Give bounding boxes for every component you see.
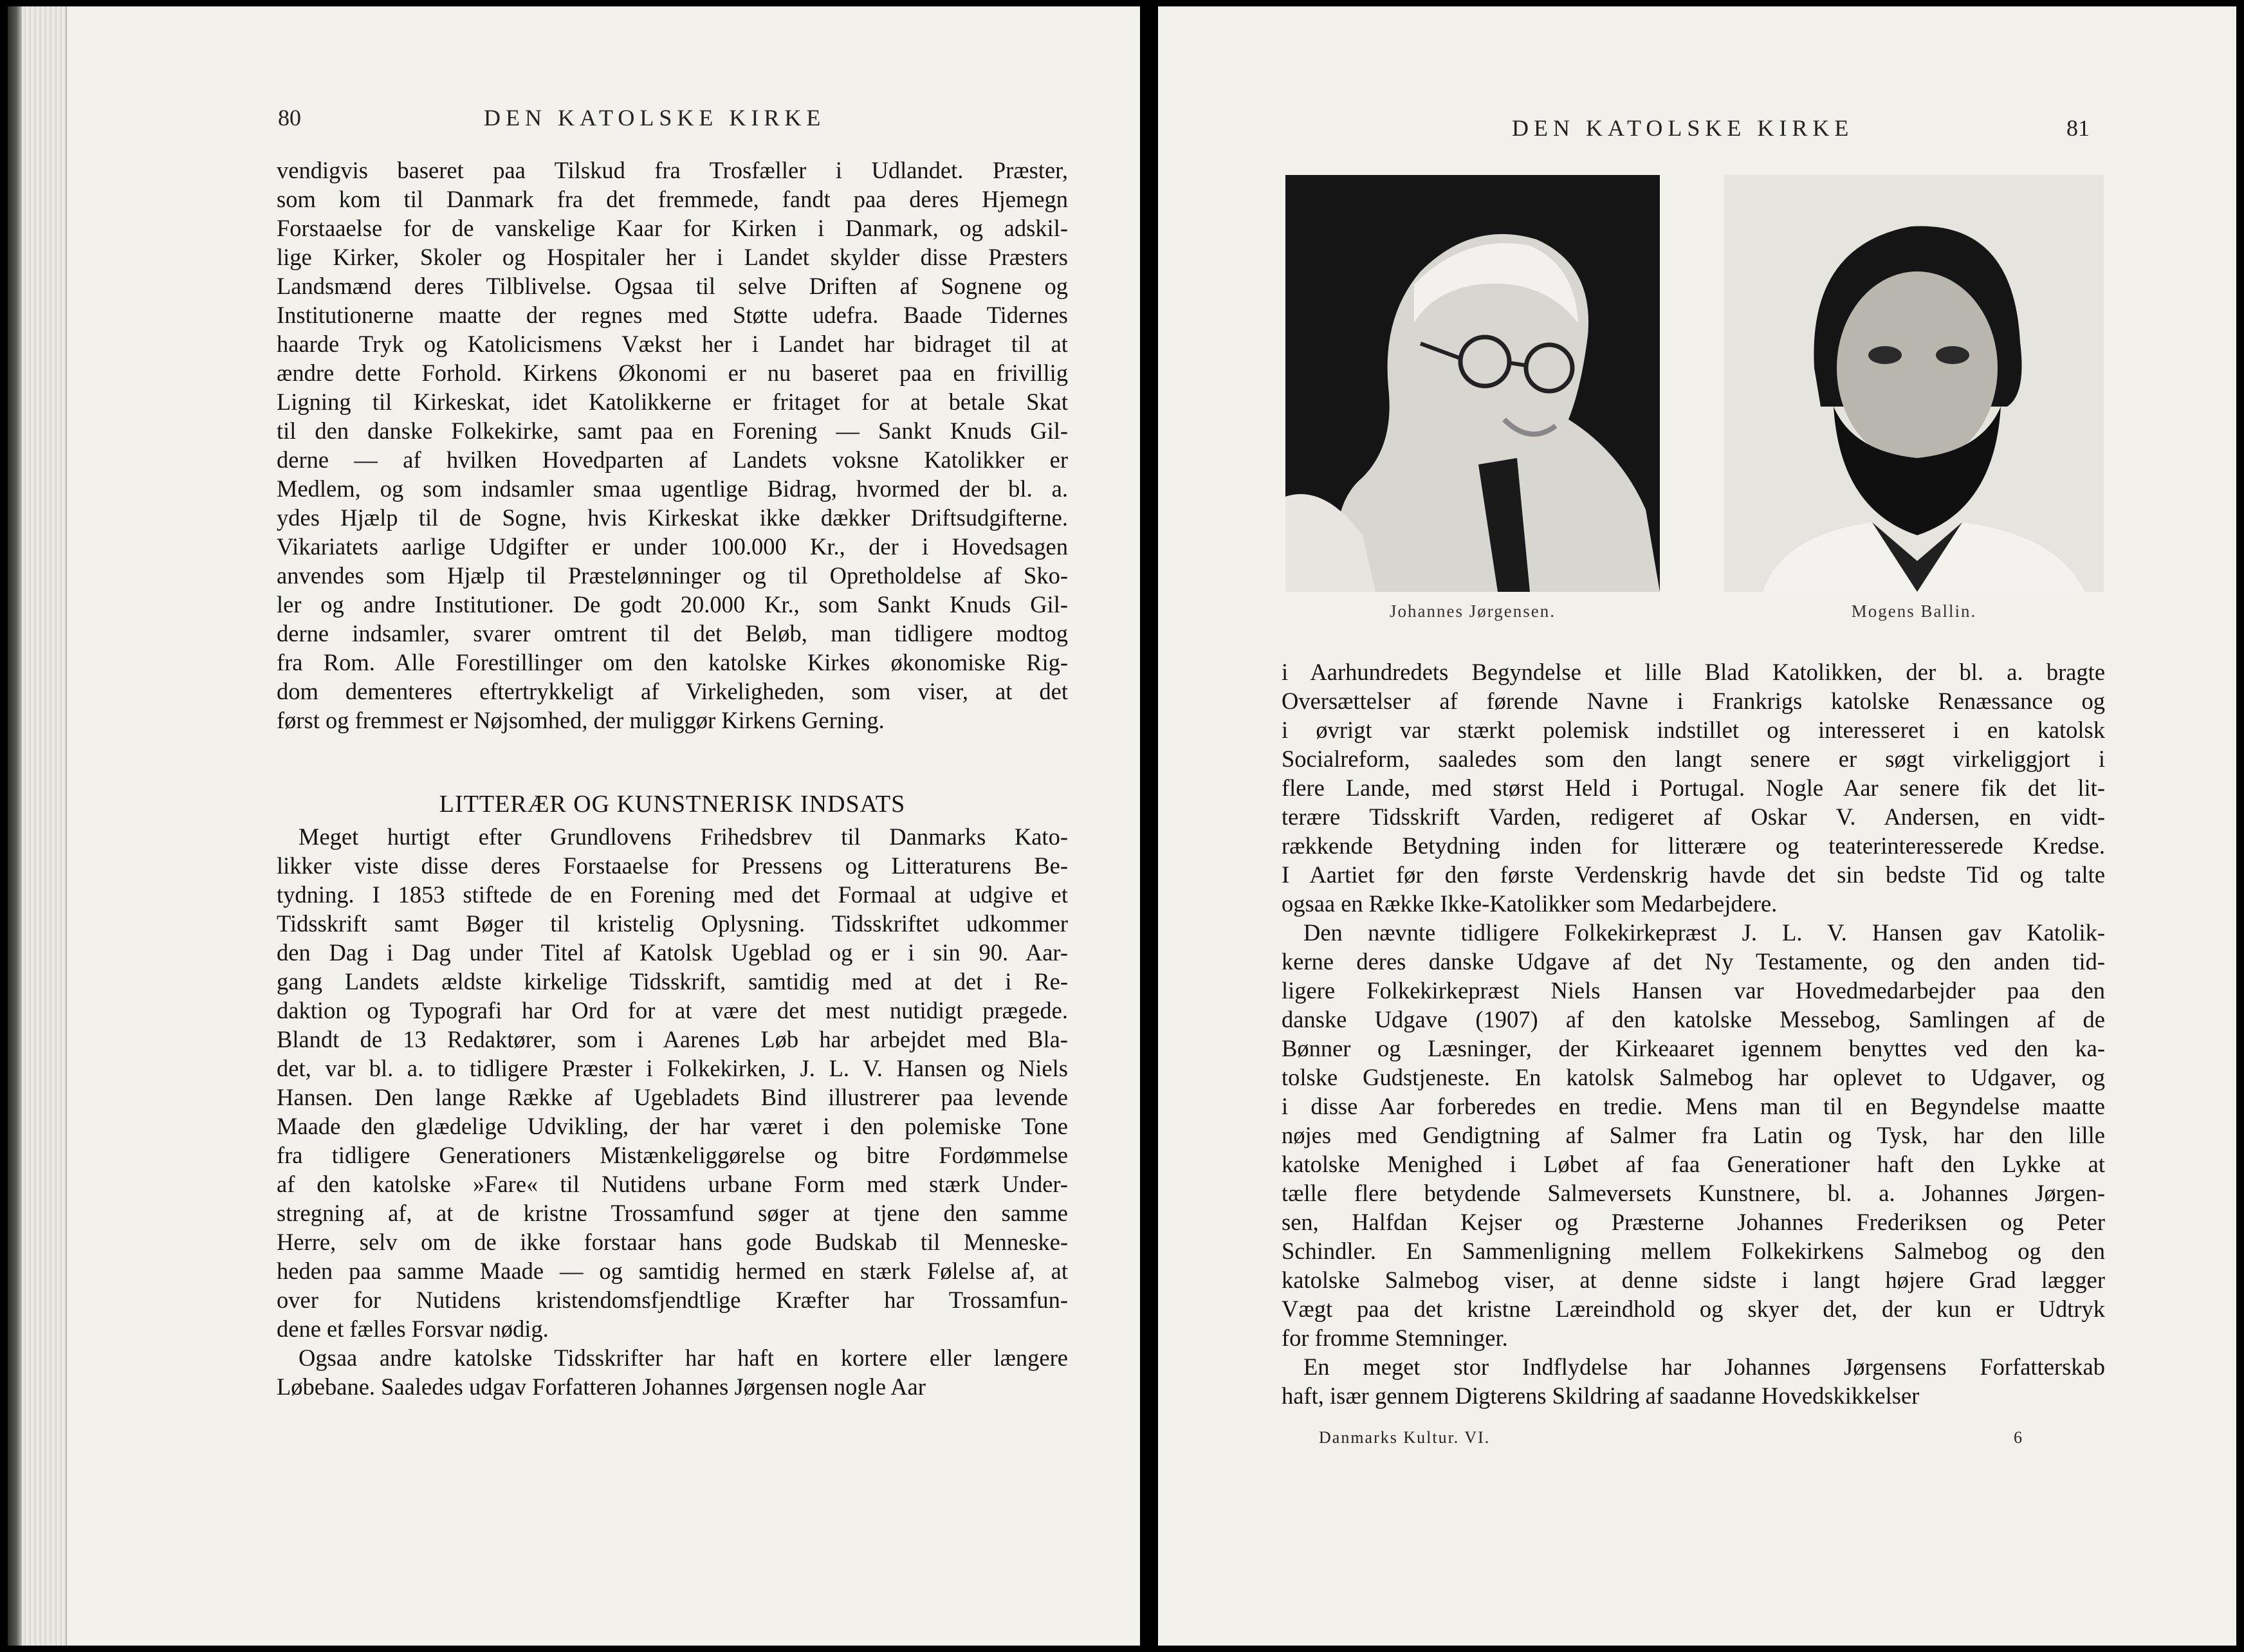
text-line: ler og andre Institutioner. De godt 20.000 Kr., som Sankt Knuds Gil- xyxy=(277,591,1068,618)
text-line: Ligning til Kirkeskat, idet Katolikkerne er fritaget for at betale Skat xyxy=(277,389,1068,415)
text-line: ligere Folkekirkepræst Niels Hansen var Hovedmedarbejder paa den xyxy=(1282,977,2105,1004)
text-line: likker viste disse deres Forstaaelse for Pressens og Litteraturens Be- xyxy=(277,852,1068,879)
text-line: Institutionerne maatte der regnes med Støtte udefra. Baade Tidernes xyxy=(277,302,1068,328)
right-paragraph-2 xyxy=(1282,918,2105,1352)
caption-johannes-jorgensen: Johannes Jørgensen. xyxy=(1390,601,1556,621)
section-heading: LITTERÆR OG KUNSTNERISK INDSATS xyxy=(439,791,906,818)
footer-book-title: Danmarks Kultur. VI. xyxy=(1319,1428,1491,1447)
text-line: derne — af hvilken Hovedparten af Landets voksne Katolikker er xyxy=(277,446,1068,473)
text-line: Løbebane. Saaledes udgav Forfatteren Johannes Jørgensen nogle Aar xyxy=(277,1373,926,1400)
page-number-left: 80 xyxy=(278,105,301,131)
text-line: Hansen. Den lange Række af Ugebladets Bind illustrerer paa levende xyxy=(277,1084,1068,1110)
text-line: Vikariatets aarlige Udgifter er under 100.000 Kr., der i Hovedsagen xyxy=(277,533,1068,560)
text-line: for fromme Stemninger. xyxy=(1282,1325,1508,1351)
page-number-right: 81 xyxy=(2066,115,2090,141)
text-line: til den danske Folkekirke, samt paa en Forening — Sankt Knuds Gil- xyxy=(277,418,1068,444)
text-line: det, var bl. a. to tidligere Præster i Folkekirken, J. L. V. Hansen og Niels xyxy=(277,1055,1068,1081)
text-line: dene et fælles Forsvar nødig. xyxy=(277,1316,549,1342)
text-line: Maade den glædelige Udvikling, der har været i den polemiske Tone xyxy=(277,1113,1068,1139)
text-line: derne indsamler, svarer omtrent til det Beløb, man tidligere modtog xyxy=(277,620,1068,647)
text-line: rækkende Betydning inden for litterære og teaterinteresserede Kredse. xyxy=(1282,832,2105,859)
text-line: Blandt de 13 Redaktører, som i Aarenes Løb har arbejdet med Bla- xyxy=(277,1026,1068,1052)
text-line: haft, især gennem Digterens Skildring af saadanne Hovedskikkelser xyxy=(1282,1382,1920,1409)
text-line: anvendes som Hjælp til Præstelønninger og til Opretholdelse af Sko- xyxy=(277,562,1068,589)
text-line: gang Landets ældste kirkelige Tidsskrift, samtidig med at det i Re- xyxy=(277,968,1068,995)
text-line: Ogsaa andre katolske Tidsskrifter har haft en kortere eller længere xyxy=(299,1345,1068,1371)
text-line: Landsmænd deres Tilblivelse. Ogsaa til selve Driften af Sognene og xyxy=(277,273,1068,299)
text-line: i disse Aar forberedes en tredie. Mens man til en Begyndelse maatte xyxy=(1282,1093,2105,1119)
caption-mogens-ballin: Mogens Ballin. xyxy=(1851,601,1977,621)
text-line: haarde Tryk og Katolicismens Vækst her i Landet har bidraget til at xyxy=(277,331,1068,357)
text-line: stregning af, at de kristne Trossamfund søger at tjene den samme xyxy=(277,1200,1068,1226)
text-line: ogsaa en Række Ikke-Katolikker som Medarbejdere. xyxy=(1282,890,1778,917)
text-line: En meget stor Indflydelse har Johannes Jørgensens Forfatterskab xyxy=(1303,1354,2105,1380)
left-paragraph-1 xyxy=(277,156,1068,735)
photo-johannes-jorgensen xyxy=(1285,175,1660,592)
left-page xyxy=(8,6,1140,1646)
text-line: over for Nutidens kristendomsfjendtlige Kræfter har Trossamfun- xyxy=(277,1287,1068,1313)
text-line: terære Tidsskrift Varden, redigeret af Oskar V. Andersen, en vidt- xyxy=(1282,803,2105,830)
text-line: Meget hurtigt efter Grundlovens Frihedsbrev til Danmarks Kato- xyxy=(299,823,1068,850)
text-line: lige Kirker, Skoler og Hospitaler her i Landet skylder disse Præsters xyxy=(277,244,1068,270)
text-line: Forstaaelse for de vanskelige Kaar for Kirken i Danmark, og adskil- xyxy=(277,215,1068,241)
text-line: dom dementeres eftertrykkeligt af Virkeligheden, som viser, at det xyxy=(277,678,1068,704)
text-line: danske Udgave (1907) af den katolske Messebog, Samlingen af de xyxy=(1282,1006,2105,1032)
text-line: flere Lande, med størst Held i Portugal. Nogle Aar senere fik det lit- xyxy=(1282,775,2105,801)
text-line: ydes Hjælp til de Sogne, hvis Kirkeskat ikke dækker Driftsudgifterne. xyxy=(277,504,1068,531)
text-line: Medlem, og som indsamler smaa ugentlige Bidrag, hvormed der bl. a. xyxy=(277,475,1068,502)
text-line: tælle flere betydende Salmeversets Kunstnere, bl. a. Johannes Jørgen- xyxy=(1282,1180,2105,1206)
text-line: kerne deres danske Udgave af det Ny Testamente, og den anden tid- xyxy=(1282,948,2105,975)
text-line: som kom til Danmark fra det fremmede, fandt paa deres Hjemegn xyxy=(277,186,1068,212)
text-line: heden paa samme Maade — og samtidig hermed en stærk Følelse af, at xyxy=(277,1258,1068,1284)
text-line: daktion og Typografi har Ord for at være det mest nutidigt prægede. xyxy=(277,997,1068,1023)
right-paragraph-1 xyxy=(1282,657,2105,918)
text-line: Tidsskrift samt Bøger til kristelig Oplysning. Tidsskriftet udkommer xyxy=(277,910,1068,937)
footer-signature-mark: 6 xyxy=(2014,1428,2023,1447)
text-line: først og fremmest er Nøjsomhed, der muliggør Kirkens Gerning. xyxy=(277,707,885,733)
text-line: Den nævnte tidligere Folkekirkepræst J. L. V. Hansen gav Katolik- xyxy=(1303,919,2105,946)
right-page xyxy=(1158,6,2236,1646)
text-line: katolske Menighed i Løbet af faa Generationer haft den Lykke at xyxy=(1282,1151,2105,1177)
right-paragraph-3 xyxy=(1282,1352,2105,1410)
text-line: i Aarhundredets Begyndelse et lille Blad Katolikken, der bl. a. bragte xyxy=(1282,659,2105,685)
text-line: tydning. I 1853 stiftede de en Forening med det Formaal at udgive et xyxy=(277,881,1068,908)
text-line: nøjes med Gendigtning af Salmer fra Latin og Tysk, har den lille xyxy=(1282,1122,2105,1148)
text-line: fra tidligere Generationers Mistænkeliggørelse og bitre Fordømmelse xyxy=(277,1142,1068,1168)
running-head-left: DEN KATOLSKE KIRKE xyxy=(484,105,826,131)
text-line: af den katolske »Fare« til Nutidens urbane Form med stærk Under- xyxy=(277,1171,1068,1197)
text-line: Oversættelser af førende Navne i Frankrigs katolske Renæssance og xyxy=(1282,688,2105,714)
text-line: Herre, selv om de ikke forstaar hans gode Budskab til Menneske- xyxy=(277,1229,1068,1255)
page-edge-stack xyxy=(8,6,67,1646)
left-paragraph-2 xyxy=(277,822,1068,1343)
left-paragraph-3 xyxy=(277,1343,1068,1401)
text-line: Schindler. En Sammenligning mellem Folkekirkens Salmebog og den xyxy=(1282,1238,2105,1264)
text-line: Socialreform, saaledes som den langt senere er søgt virkeliggjort i xyxy=(1282,746,2105,772)
photo-mogens-ballin xyxy=(1724,175,2104,592)
text-line: vendigvis baseret paa Tilskud fra Trosfæller i Udlandet. Præster, xyxy=(277,157,1068,183)
text-line: sen, Halfdan Kejser og Præsterne Johannes Frederiksen og Peter xyxy=(1282,1209,2105,1235)
text-line: Bønner og Læsninger, der Kirkeaaret igennem benyttes ved den ka- xyxy=(1282,1035,2105,1061)
text-line: den Dag i Dag under Titel af Katolsk Ugeblad og er i sin 90. Aar- xyxy=(277,939,1068,966)
text-line: fra Rom. Alle Forestillinger om den katolske Kirkes økonomiske Rig- xyxy=(277,649,1068,675)
text-line: tolske Gudstjeneste. En katolsk Salmebog har oplevet to Udgaver, og xyxy=(1282,1064,2105,1090)
text-line: katolske Salmebog viser, at denne sidste i langt højere Grad lægger xyxy=(1282,1267,2105,1293)
text-line: Vægt paa det kristne Læreindhold og skyer det, der kun er Udtryk xyxy=(1282,1296,2105,1322)
text-line: i øvrigt var stærkt polemisk indstillet og interesseret i en katolsk xyxy=(1282,717,2105,743)
running-head-right: DEN KATOLSKE KIRKE xyxy=(1512,115,1854,141)
text-line: I Aartiet før den første Verdenskrig havde det sin bedste Tid og talte xyxy=(1282,861,2105,888)
text-line: ændre dette Forhold. Kirkens Økonomi er nu baseret paa en frivillig xyxy=(277,360,1068,386)
